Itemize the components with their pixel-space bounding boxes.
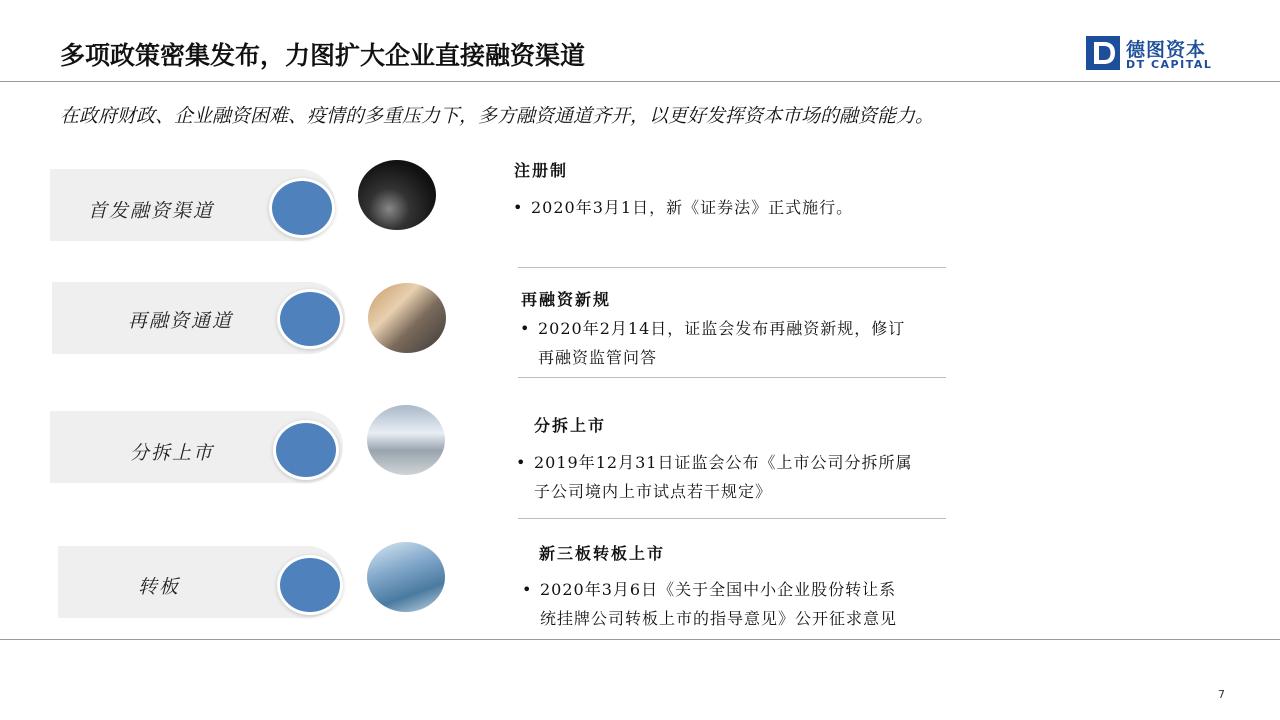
row-separator xyxy=(518,518,946,519)
channel-marker xyxy=(273,420,339,480)
policy-text-line: 2020年2月14日，证监会发布再融资新规，修订 xyxy=(538,319,906,338)
row-separator xyxy=(518,377,946,378)
policy-text-line: 2020年3月1日，新《证券法》正式施行。 xyxy=(531,198,854,217)
policy-text-line: 2019年12月31日证监会公布《上市公司分拆所属 xyxy=(534,453,913,472)
policy-heading: 再融资新规 xyxy=(521,290,612,309)
policy-bullet: • 2019年12月31日证监会公布《上市公司分拆所属 子公司境内上市试点若干规定》 xyxy=(534,448,912,506)
channel-marker xyxy=(277,555,343,615)
channel-label: 转板 xyxy=(138,576,181,598)
channel-marker xyxy=(277,289,343,349)
policy-heading: 新三板转板上市 xyxy=(539,544,666,563)
footer-divider xyxy=(0,639,1280,640)
channel-label: 首发融资渠道 xyxy=(88,200,215,222)
glass-building-photo xyxy=(367,542,445,612)
policy-bullet: • 2020年2月14日，证监会发布再融资新规，修订 再融资监管问答 xyxy=(538,314,905,372)
interior-hall-photo xyxy=(367,405,445,475)
logo-text-en: DT CAPITAL xyxy=(1126,58,1213,71)
policy-bullet: • 2020年3月6日《关于全国中小企业股份转让系 统挂牌公司转板上市的指导意见》公开征求意见 xyxy=(540,575,897,633)
policy-text-line: 统挂牌公司转板上市的指导意见》公开征求意见 xyxy=(540,609,898,628)
page-title: 多项政策密集发布，力图扩大企业直接融资渠道 xyxy=(60,41,586,70)
policy-heading: 注册制 xyxy=(514,161,569,180)
policy-text-line: 子公司境内上市试点若干规定》 xyxy=(534,482,773,501)
subtitle: 在政府财政、企业融资困难、疫情的多重压力下，多方融资通道齐开，以更好发挥资本市场的融资能力。 xyxy=(60,105,935,127)
header-divider xyxy=(0,81,1280,82)
channel-label: 再融资通道 xyxy=(128,310,234,332)
policy-heading: 分拆上市 xyxy=(534,416,607,435)
office-interior-photo xyxy=(368,283,446,353)
row-separator xyxy=(518,267,946,268)
policy-text-line: 2020年3月6日《关于全国中小企业股份转让系 xyxy=(540,580,897,599)
logo-text-cn: 德图资本 xyxy=(1126,39,1207,61)
policy-text-line: 再融资监管问答 xyxy=(538,348,658,367)
policy-bullet: • 2020年3月1日，新《证券法》正式施行。 xyxy=(531,193,853,222)
city-night-photo xyxy=(358,160,436,230)
page-number: 7 xyxy=(1218,688,1225,701)
channel-marker xyxy=(269,178,335,238)
dt-logo-icon xyxy=(1086,36,1120,70)
channel-label: 分拆上市 xyxy=(130,442,215,464)
